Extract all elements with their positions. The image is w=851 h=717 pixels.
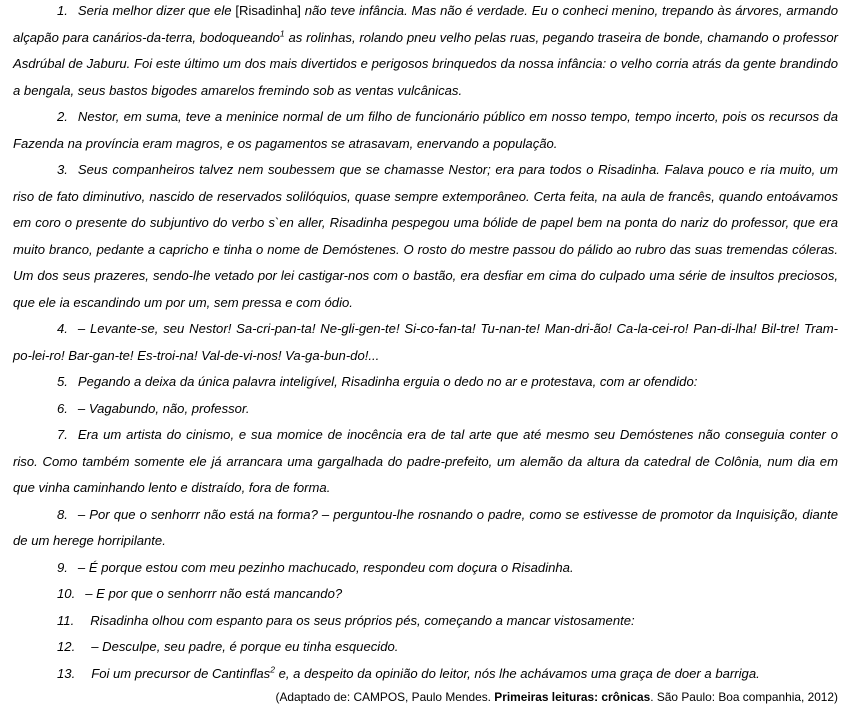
paragraph-number: 10. [57, 586, 76, 601]
footnote-marker: 1 [279, 28, 285, 39]
paragraph-10 [13, 581, 838, 608]
footnote-marker: 2 [270, 664, 275, 675]
paragraph-number: 12. [57, 639, 76, 654]
paragraph-number: 2. [57, 109, 68, 124]
paragraph-text: Seus companheiros talvez nem soubessem que se chamasse Nestor; era para todos o Risadinha. Falava pouco e ria muito, um riso de fato diminutivo, nascido de reservados solilóquios, quase sempre extemporâneo. Certa feita, na aula de francês, quando entoávamos em coro o presente do subjuntivo do verbo s`en aller, Risadinha pespegou uma bólide de papel bem na ponta do nariz do professor, que era muito branco, pedante a capricho e tinha o nome de Demóstenes. O rosto do mestre passou do pálido ao rubro das suas tremendas cóleras. Um dos seus prazeres, sendo-lhe vetado por lei castigar-nos com o bastão, era desfiar em cima do culpado uma série de insultos preciosos, que ele ia escandindo um por um, sem pressa e com ódio. [13, 162, 838, 310]
source-title: Primeiras leituras: crônicas [494, 690, 651, 704]
paragraph-text: Era um artista do cinismo, e sua momice de inocência era de tal arte que até mesmo seu Demóstenes não conseguia conter o riso. Como também somente ele já arrancara uma gargalhada do padre-prefeito, um alemão da altura da catedral de Colônia, num dia em que vinha caminhando lento e distraído, fora de forma. [13, 427, 838, 495]
paragraph-number: 8. [57, 506, 68, 522]
paragraph-number: 5. [57, 374, 68, 389]
paragraph-4 [13, 316, 838, 369]
source-suffix: . São Paulo: Boa companhia, 2012) [650, 690, 838, 704]
text-body [13, 0, 838, 687]
paragraph-12 [13, 634, 838, 661]
paragraph-8 [13, 502, 838, 555]
paragraph-text: Foi um precursor de Cantinflas [91, 665, 271, 681]
paragraph-text: Seria melhor dizer que ele [77, 3, 236, 18]
paragraph-number: 3. [57, 162, 68, 177]
paragraph-text: – Levante-se, seu Nestor! Sa-cri-pan-ta! Ne-gli-gen-te! Si-co-fan-ta! Tu-nan-te! Man-dri-ão! Ca-la-cei-ro! Pan-di-lha! Bil-tre! Tram-po-lei-ro! Bar-gan-te! Es-troi-na! Val-de-vi-nos! Va-ga-bun-do!... [13, 321, 838, 363]
paragraph-text: – É porque estou com meu pezinho machucado, respondeu com doçura o Risadinha. [77, 559, 574, 575]
paragraph-number: 6. [57, 400, 68, 416]
paragraph-text: – Desculpe, seu padre, é porque eu tinha esquecido. [91, 639, 399, 654]
paragraph-text: e, a despeito da opinião do leitor, nós lhe achávamos uma graça de doer a barriga. [274, 665, 760, 681]
paragraph-text: – Vagabundo, não, professor. [77, 400, 250, 416]
source-prefix: (Adaptado de: CAMPOS, Paulo Mendes. [275, 690, 495, 704]
paragraph-text: – Por que o senhorrr não está na forma? – perguntou-lhe rosnando o padre, como se estivesse de promotor da Inquisição, diante de um herege horripilante. [13, 506, 838, 548]
paragraph-2 [13, 104, 838, 157]
paragraph-number: 7. [57, 427, 68, 442]
paragraph-7 [13, 422, 838, 502]
paragraph-9 [13, 555, 838, 582]
paragraph-1 [13, 0, 838, 104]
paragraph-number: 9. [57, 559, 68, 575]
paragraph-13 [13, 661, 838, 688]
paragraph-text: Risadinha olhou com espanto para os seus próprios pés, começando a mancar vistosamente: [90, 612, 635, 628]
paragraph-text: Pegando a deixa da única palavra inteligível, Risadinha erguia o dedo no ar e protestava, com ar ofendido: [77, 374, 698, 389]
paragraph-number: 13. [57, 665, 76, 681]
paragraph-text: as rolinhas, rolando pneu velho pelas ruas, pegando traseira de bonde, chamando o professor Asdrúbal de Jaburu. Foi este último um dos mais divertidos e perigosos brinquedos da nossa infância: o velho corria atrás da gente brandindo a bengala, seus bastos bigodes amarelos fremindo sob as ventas vulcânicas. [13, 29, 838, 98]
paragraph-11 [13, 608, 838, 635]
paragraph-5 [13, 369, 838, 396]
paragraph-text: [Risadinha] [235, 3, 301, 18]
paragraph-text: não teve infância. Mas não é verdade. Eu o conheci menino, trepando às árvores, armando alçapão para canários-da-terra, bodoqueando [13, 3, 838, 45]
paragraph-3 [13, 157, 838, 316]
paragraph-number: 4. [57, 321, 68, 336]
paragraph-number: 1. [57, 3, 68, 18]
paragraph-number: 11. [57, 612, 75, 628]
paragraph-text: Nestor, em suma, teve a meninice normal de um filho de funcionário público em nosso tempo, tempo incerto, pois os recursos da Fazenda na província eram magros, e os pagamentos se atrasavam, enervando a população. [13, 109, 838, 151]
paragraph-text: – E por que o senhorrr não está mancando? [85, 586, 343, 601]
source-citation [275, 689, 838, 705]
paragraph-6 [13, 396, 838, 423]
